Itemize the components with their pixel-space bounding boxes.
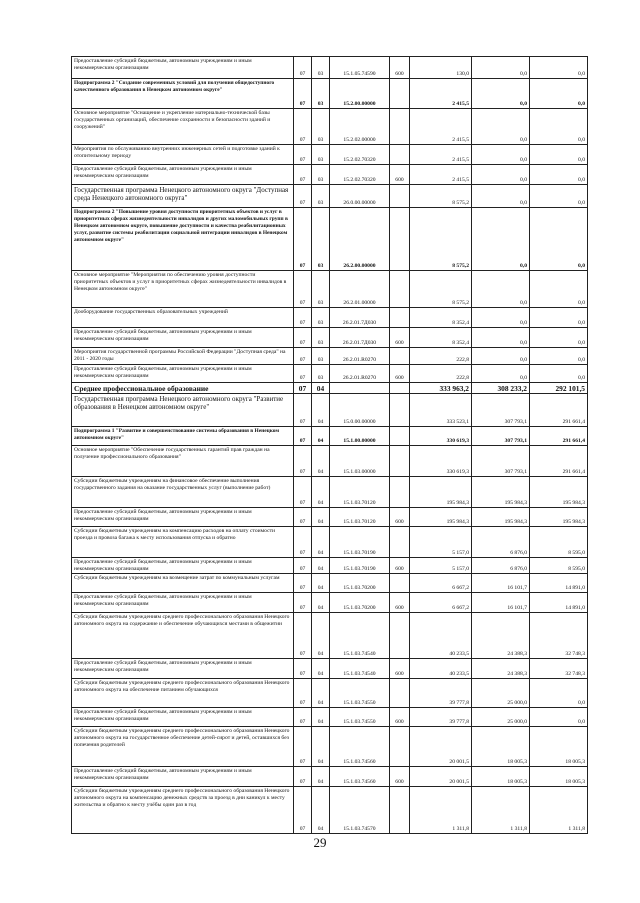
- subsection-code: 04: [312, 394, 330, 427]
- target-item-code: 26.0.00.00000: [330, 185, 390, 208]
- subsection-code: 03: [312, 165, 330, 185]
- row-name: Субсидии бюджетным учреждениям среднего профессионального образования Ненецкого автономного округа на государственное обеспечение детей-сирот и детей, оставшихся без попечения родителей: [72, 727, 294, 767]
- expense-type-code: [390, 574, 410, 593]
- table-row: [72, 527, 588, 558]
- expense-type-code: [390, 787, 410, 834]
- row-name: Основное мероприятие "Оснащение и укрепление материально-технической базы государственных организаций, обеспечение сохранности и безопасности зданий и сооружений": [72, 109, 294, 145]
- section-code: 07: [294, 57, 312, 79]
- amount-year-3: 0,0: [530, 185, 588, 208]
- section-code: 07: [294, 446, 312, 477]
- amount-year-2: 18 005,3: [472, 767, 530, 787]
- expense-type-code: [390, 348, 410, 365]
- amount-year-2: 0,0: [472, 328, 530, 348]
- row-name: Предоставление субсидий бюджетным, автономным учреждениям и иным некоммерческим организациям: [72, 57, 294, 79]
- row-name: Предоставление субсидий бюджетным, автономным учреждениям и иным некоммерческим организациям: [72, 165, 294, 185]
- amount-year-2: 0,0: [472, 109, 530, 145]
- section-code: 07: [294, 593, 312, 613]
- amount-year-2: 0,0: [472, 185, 530, 208]
- expense-type-code: [390, 527, 410, 558]
- table-row: [72, 348, 588, 365]
- amount-year-3: 8 595,0: [530, 558, 588, 574]
- budget-table: [71, 56, 588, 834]
- table-row: [72, 394, 588, 427]
- amount-year-1: 39 777,8: [410, 708, 472, 727]
- section-code: 07: [294, 185, 312, 208]
- row-name: Подпрограмма 1 "Развитие и совершенствование системы образования в Ненецком автономном округе": [72, 427, 294, 446]
- target-item-code: 15.1.03.74540: [330, 659, 390, 679]
- row-name: Предоставление субсидий бюджетным, автономным учреждениям и иным некоммерческим организациям: [72, 558, 294, 574]
- amount-year-3: 0,0: [530, 308, 588, 328]
- target-item-code: 26.2.01.00000: [330, 271, 390, 308]
- target-item-code: 15.1.03.70190: [330, 558, 390, 574]
- amount-year-2: 0,0: [472, 365, 530, 383]
- target-item-code: 15.1.03.74560: [330, 727, 390, 767]
- section-code: 07: [294, 477, 312, 508]
- amount-year-3: 1 311,8: [530, 787, 588, 834]
- subsection-code: 04: [312, 787, 330, 834]
- table-row: [72, 558, 588, 574]
- section-code: 07: [294, 348, 312, 365]
- row-name: Предоставление субсидий бюджетным, автономным учреждениям и иным некоммерческим организациям: [72, 365, 294, 383]
- table-row: [72, 271, 588, 308]
- target-item-code: 26.2.01.7Д030: [330, 328, 390, 348]
- row-name: Государственная программа Ненецкого автономного округа "Развитие образования в Ненецком автономном округе": [72, 394, 294, 427]
- section-code: 07: [294, 787, 312, 834]
- expense-type-code: 600: [390, 57, 410, 79]
- row-name: Основное мероприятие "Обеспечение государственных гарантий прав граждан на получение профессионального образования": [72, 446, 294, 477]
- table-row: [72, 659, 588, 679]
- amount-year-1: 330 619,3: [410, 446, 472, 477]
- expense-type-code: [390, 308, 410, 328]
- table-row: [72, 308, 588, 328]
- table-row: [72, 477, 588, 508]
- amount-year-3: 291 661,4: [530, 394, 588, 427]
- amount-year-2: 0,0: [472, 271, 530, 308]
- amount-year-1: 333 963,2: [410, 383, 472, 394]
- subsection-code: 04: [312, 727, 330, 767]
- section-code: 07: [294, 208, 312, 271]
- amount-year-2: 0,0: [472, 145, 530, 165]
- amount-year-1: 40 233,5: [410, 613, 472, 659]
- amount-year-1: 8 352,4: [410, 308, 472, 328]
- amount-year-2: 25 000,0: [472, 679, 530, 708]
- row-name: Мероприятия по обслуживанию внутренних инженерных сетей и подготовке зданий к отопительному периоду: [72, 145, 294, 165]
- target-item-code: 15.1.00.00000: [330, 427, 390, 446]
- subsection-code: 04: [312, 767, 330, 787]
- expense-type-code: 600: [390, 558, 410, 574]
- section-code: 07: [294, 613, 312, 659]
- amount-year-1: 2 415,5: [410, 79, 472, 109]
- amount-year-1: 39 777,8: [410, 679, 472, 708]
- amount-year-3: 0,0: [530, 57, 588, 79]
- amount-year-3: 195 984,3: [530, 508, 588, 527]
- subsection-code: 03: [312, 79, 330, 109]
- expense-type-code: 600: [390, 659, 410, 679]
- expense-type-code: [390, 613, 410, 659]
- row-name: Субсидии бюджетным учреждениям на возмещение затрат по коммунальным услугам: [72, 574, 294, 593]
- subsection-code: 04: [312, 659, 330, 679]
- subsection-code: 03: [312, 185, 330, 208]
- target-item-code: 15.1.03.70200: [330, 574, 390, 593]
- row-name: Дооборудование государственных образовательных учреждений: [72, 308, 294, 328]
- expense-type-code: [390, 727, 410, 767]
- amount-year-2: 6 876,0: [472, 527, 530, 558]
- expense-type-code: [390, 109, 410, 145]
- target-item-code: 15.1.03.70200: [330, 593, 390, 613]
- table-row: [72, 427, 588, 446]
- table-row: [72, 109, 588, 145]
- target-item-code: 15.0.00.00000: [330, 394, 390, 427]
- amount-year-2: 16 101,7: [472, 574, 530, 593]
- amount-year-3: 32 748,3: [530, 613, 588, 659]
- section-code: 07: [294, 574, 312, 593]
- expense-type-code: 600: [390, 767, 410, 787]
- amount-year-2: 0,0: [472, 57, 530, 79]
- table-row: [72, 328, 588, 348]
- amount-year-1: 5 157,0: [410, 527, 472, 558]
- expense-type-code: 600: [390, 593, 410, 613]
- amount-year-1: 2 415,5: [410, 145, 472, 165]
- section-code: 07: [294, 394, 312, 427]
- row-name: Подпрограмма 2 "Повышение уровня доступности приоритетных объектов и услуг в приоритетных сферах жизнедеятельности инвалидов и других маломобильных групп в Ненецком автономном округе, повышение доступности и качества реабилитационных услуг, развитие системы реабилитации социальной интеграции инвалидов в Ненецком автономном округе": [72, 208, 294, 271]
- expense-type-code: 600: [390, 508, 410, 527]
- table-row: [72, 365, 588, 383]
- target-item-code: 15.1.03.74550: [330, 708, 390, 727]
- subsection-code: 03: [312, 208, 330, 271]
- amount-year-2: 0,0: [472, 165, 530, 185]
- row-name: Предоставление субсидий бюджетным, автономным учреждениям и иным некоммерческим организациям: [72, 593, 294, 613]
- expense-type-code: [390, 208, 410, 271]
- amount-year-2: 195 984,3: [472, 508, 530, 527]
- row-name: Среднее профессиональное образование: [72, 383, 294, 394]
- amount-year-1: 2 415,5: [410, 165, 472, 185]
- amount-year-2: 307 793,1: [472, 427, 530, 446]
- target-item-code: 15.1.05.74590: [330, 57, 390, 79]
- amount-year-3: 8 595,0: [530, 527, 588, 558]
- table-row: [72, 593, 588, 613]
- table-row: [72, 613, 588, 659]
- amount-year-2: 307 793,1: [472, 446, 530, 477]
- amount-year-2: 0,0: [472, 208, 530, 271]
- subsection-code: 03: [312, 109, 330, 145]
- amount-year-1: 8 352,4: [410, 328, 472, 348]
- target-item-code: 15.1.03.00000: [330, 446, 390, 477]
- target-item-code: 15.1.03.74550: [330, 679, 390, 708]
- expense-type-code: [390, 394, 410, 427]
- section-code: 07: [294, 727, 312, 767]
- amount-year-3: 0,0: [530, 109, 588, 145]
- target-item-code: 15.1.03.74560: [330, 767, 390, 787]
- subsection-code: 04: [312, 574, 330, 593]
- amount-year-1: 6 667,2: [410, 593, 472, 613]
- amount-year-2: 0,0: [472, 79, 530, 109]
- target-item-code: 15.2.02.70320: [330, 165, 390, 185]
- section-code: 07: [294, 383, 312, 394]
- amount-year-3: 0,0: [530, 708, 588, 727]
- amount-year-1: 20 001,5: [410, 727, 472, 767]
- amount-year-1: 8 575,2: [410, 208, 472, 271]
- amount-year-1: 40 233,5: [410, 659, 472, 679]
- amount-year-3: 195 984,3: [530, 477, 588, 508]
- expense-type-code: [390, 145, 410, 165]
- target-item-code: 26.2.01.R0270: [330, 365, 390, 383]
- budget-table-container: [71, 56, 587, 834]
- subsection-code: 03: [312, 328, 330, 348]
- table-row: [72, 679, 588, 708]
- amount-year-2: 25 000,0: [472, 708, 530, 727]
- amount-year-3: 0,0: [530, 208, 588, 271]
- page-number: 29: [313, 835, 327, 850]
- target-item-code: [330, 383, 390, 394]
- amount-year-2: 0,0: [472, 348, 530, 365]
- target-item-code: 15.2.02.70320: [330, 145, 390, 165]
- section-code: 07: [294, 527, 312, 558]
- row-name: Основное мероприятие "Мероприятия по обеспечению уровня доступности приоритетных объектов и услуг в приоритетных сферах жизнедеятельности инвалидов в Ненецком автономном округе": [72, 271, 294, 308]
- expense-type-code: [390, 383, 410, 394]
- table-row: [72, 574, 588, 593]
- amount-year-3: 0,0: [530, 165, 588, 185]
- row-name: Предоставление субсидий бюджетным, автономным учреждениям и иным некоммерческим организациям: [72, 767, 294, 787]
- table-row: [72, 508, 588, 527]
- section-code: 07: [294, 308, 312, 328]
- target-item-code: 15.1.03.74540: [330, 613, 390, 659]
- amount-year-3: 18 005,3: [530, 727, 588, 767]
- amount-year-3: 0,0: [530, 79, 588, 109]
- amount-year-3: 0,0: [530, 679, 588, 708]
- section-code: 07: [294, 767, 312, 787]
- amount-year-2: 0,0: [472, 308, 530, 328]
- target-item-code: 15.1.03.70120: [330, 508, 390, 527]
- subsection-code: 04: [312, 558, 330, 574]
- amount-year-2: 308 233,2: [472, 383, 530, 394]
- row-name: Предоставление субсидий бюджетным, автономным учреждениям и иным некоммерческим организациям: [72, 708, 294, 727]
- section-code: 07: [294, 659, 312, 679]
- row-name: Субсидии бюджетным учреждениям на финансовое обеспечение выполнения государственного задания на оказание государственных услуг (выполнение работ): [72, 477, 294, 508]
- target-item-code: 26.2.00.00000: [330, 208, 390, 271]
- section-code: 07: [294, 508, 312, 527]
- amount-year-1: 8 575,2: [410, 185, 472, 208]
- amount-year-2: 195 984,3: [472, 477, 530, 508]
- table-row: [72, 208, 588, 271]
- section-code: 07: [294, 427, 312, 446]
- row-name: Субсидии бюджетным учреждениям на компенсацию расходов на оплату стоимости проезда и провоза багажа к месту использования отпуска и обратно: [72, 527, 294, 558]
- amount-year-1: 20 001,5: [410, 767, 472, 787]
- subsection-code: 04: [312, 527, 330, 558]
- expense-type-code: 600: [390, 165, 410, 185]
- section-code: 07: [294, 708, 312, 727]
- expense-type-code: [390, 427, 410, 446]
- target-item-code: 15.1.03.70120: [330, 477, 390, 508]
- subsection-code: 04: [312, 446, 330, 477]
- expense-type-code: [390, 446, 410, 477]
- row-name: Субсидии бюджетным учреждениям среднего профессионального образования Ненецкого автономного округа на обеспечение питанием обучающихся: [72, 679, 294, 708]
- target-item-code: 26.2.01.7Д030: [330, 308, 390, 328]
- amount-year-2: 1 311,8: [472, 787, 530, 834]
- target-item-code: 15.1.03.74570: [330, 787, 390, 834]
- amount-year-1: 130,0: [410, 57, 472, 79]
- section-code: 07: [294, 109, 312, 145]
- subsection-code: 03: [312, 365, 330, 383]
- amount-year-1: 330 619,3: [410, 427, 472, 446]
- amount-year-3: 291 661,4: [530, 427, 588, 446]
- section-code: 07: [294, 365, 312, 383]
- amount-year-1: 8 575,2: [410, 271, 472, 308]
- subsection-code: 04: [312, 613, 330, 659]
- amount-year-3: 14 891,0: [530, 574, 588, 593]
- expense-type-code: [390, 79, 410, 109]
- expense-type-code: 600: [390, 365, 410, 383]
- table-row: [72, 767, 588, 787]
- amount-year-3: 0,0: [530, 348, 588, 365]
- expense-type-code: 600: [390, 328, 410, 348]
- section-code: 07: [294, 328, 312, 348]
- amount-year-3: 32 748,3: [530, 659, 588, 679]
- target-item-code: 15.2.00.00000: [330, 79, 390, 109]
- amount-year-2: 24 388,3: [472, 613, 530, 659]
- target-item-code: 15.1.03.70190: [330, 527, 390, 558]
- subsection-code: 04: [312, 477, 330, 508]
- row-name: Подпрограмма 2 "Создание современных условий для получения общедоступного качественного образования в Ненецком автономном округе": [72, 79, 294, 109]
- expense-type-code: [390, 185, 410, 208]
- subsection-code: 04: [312, 708, 330, 727]
- expense-type-code: [390, 477, 410, 508]
- table-row: [72, 787, 588, 834]
- amount-year-2: 24 388,3: [472, 659, 530, 679]
- subsection-code: 03: [312, 145, 330, 165]
- amount-year-1: 333 523,1: [410, 394, 472, 427]
- amount-year-2: 18 005,3: [472, 727, 530, 767]
- amount-year-3: 292 101,5: [530, 383, 588, 394]
- subsection-code: 03: [312, 57, 330, 79]
- table-row: [72, 727, 588, 767]
- expense-type-code: [390, 679, 410, 708]
- amount-year-1: 2 415,5: [410, 109, 472, 145]
- amount-year-2: 307 793,1: [472, 394, 530, 427]
- row-name: Предоставление субсидий бюджетным, автономным учреждениям и иным некоммерческим организациям: [72, 328, 294, 348]
- row-name: Субсидии бюджетным учреждениям среднего профессионального образования Ненецкого автономного округа на содержание и обеспечение обучающихся местами в общежитии: [72, 613, 294, 659]
- expense-type-code: 600: [390, 708, 410, 727]
- target-item-code: 26.2.01.R0270: [330, 348, 390, 365]
- subsection-code: 03: [312, 348, 330, 365]
- subsection-code: 04: [312, 593, 330, 613]
- table-body: [72, 57, 588, 834]
- section-code: 07: [294, 271, 312, 308]
- amount-year-1: 5 157,0: [410, 558, 472, 574]
- table-row: [72, 446, 588, 477]
- amount-year-1: 195 984,3: [410, 477, 472, 508]
- row-name: Предоставление субсидий бюджетным, автономным учреждениям и иным некоммерческим организациям: [72, 508, 294, 527]
- amount-year-3: 18 005,3: [530, 767, 588, 787]
- table-row: [72, 57, 588, 79]
- table-row: [72, 383, 588, 394]
- section-code: 07: [294, 679, 312, 708]
- section-code: 07: [294, 79, 312, 109]
- amount-year-1: 195 984,3: [410, 508, 472, 527]
- row-name: Предоставление субсидий бюджетным, автономным учреждениям и иным некоммерческим организациям: [72, 659, 294, 679]
- table-row: [72, 165, 588, 185]
- subsection-code: 03: [312, 308, 330, 328]
- subsection-code: 04: [312, 383, 330, 394]
- amount-year-3: 0,0: [530, 145, 588, 165]
- amount-year-1: 1 311,8: [410, 787, 472, 834]
- table-row: [72, 708, 588, 727]
- amount-year-2: 16 101,7: [472, 593, 530, 613]
- subsection-code: 04: [312, 427, 330, 446]
- amount-year-3: 0,0: [530, 328, 588, 348]
- row-name: Субсидии бюджетным учреждениям среднего профессионального образования Ненецкого автономного округа на компенсацию денежных средств за проезд в дни каникул к месту жительства и обратно к месту учёбы один раз в год: [72, 787, 294, 834]
- subsection-code: 04: [312, 508, 330, 527]
- amount-year-1: 6 667,2: [410, 574, 472, 593]
- subsection-code: 03: [312, 271, 330, 308]
- section-code: 07: [294, 145, 312, 165]
- amount-year-3: 291 661,4: [530, 446, 588, 477]
- amount-year-2: 6 876,0: [472, 558, 530, 574]
- target-item-code: 15.2.02.00000: [330, 109, 390, 145]
- table-row: [72, 185, 588, 208]
- row-name: Государственная программа Ненецкого автономного округа "Доступная среда Ненецкого автономного округа": [72, 185, 294, 208]
- table-row: [72, 145, 588, 165]
- table-row: [72, 79, 588, 109]
- section-code: 07: [294, 165, 312, 185]
- row-name: Мероприятия государственной программы Российской Федерации "Доступная среда" на 2011 - 2020 годы: [72, 348, 294, 365]
- section-code: 07: [294, 558, 312, 574]
- subsection-code: 04: [312, 679, 330, 708]
- amount-year-3: 14 891,0: [530, 593, 588, 613]
- amount-year-3: 0,0: [530, 271, 588, 308]
- amount-year-3: 0,0: [530, 365, 588, 383]
- amount-year-1: 222,8: [410, 348, 472, 365]
- expense-type-code: [390, 271, 410, 308]
- amount-year-1: 222,8: [410, 365, 472, 383]
